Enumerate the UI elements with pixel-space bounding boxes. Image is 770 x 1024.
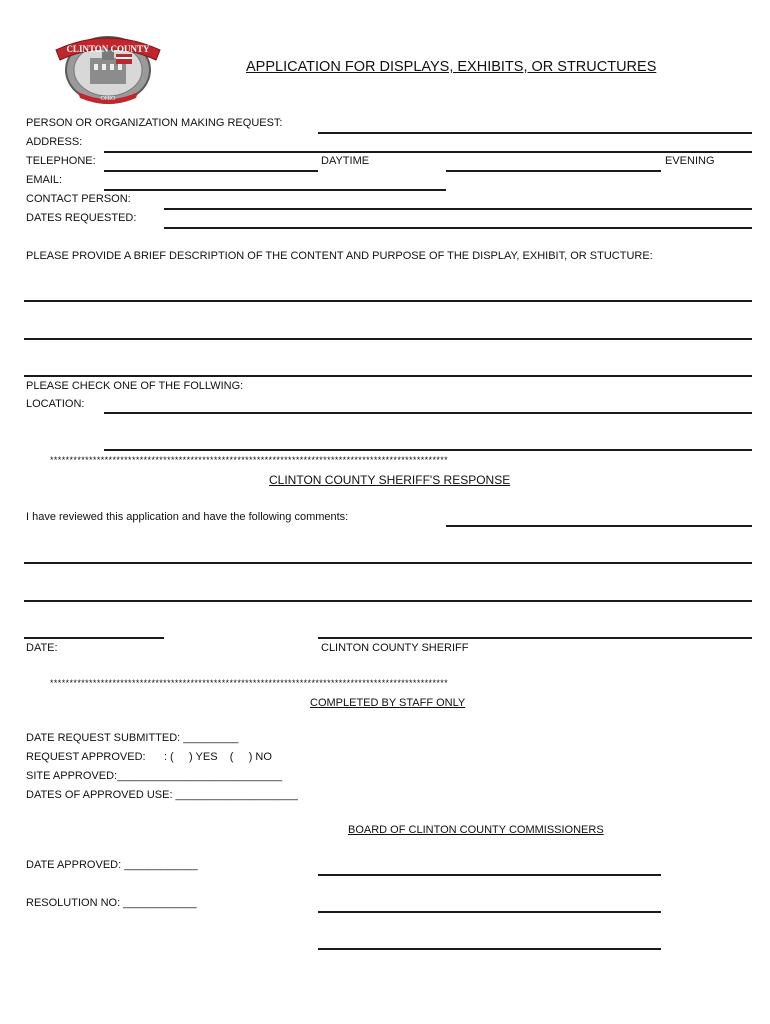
comments-line-1[interactable] (446, 525, 752, 527)
telephone-daytime-line[interactable] (104, 170, 318, 172)
description-line-3[interactable] (24, 375, 752, 377)
sheriff-date-label: DATE: (26, 642, 58, 654)
separator-stars-1: ****************************************************************************************************** (50, 455, 449, 465)
check-one-label: PLEASE CHECK ONE OF THE FOLLWING: (26, 380, 244, 392)
sheriff-signature-label: CLINTON COUNTY SHERIFF (321, 642, 469, 654)
address-field-line[interactable] (104, 151, 752, 153)
sheriff-comments-label: I have reviewed this application and have the following comments: (26, 511, 349, 523)
location-line-1[interactable] (104, 412, 752, 414)
board-signature-line-1[interactable] (318, 874, 661, 876)
description-prompt: PLEASE PROVIDE A BRIEF DESCRIPTION OF THE CONTENT AND PURPOSE OF THE DISPLAY, EXHIBIT, OR STUCTURE: (26, 250, 653, 262)
telephone-evening-line[interactable] (446, 170, 661, 172)
evening-label: EVENING (665, 155, 715, 167)
dates-requested-label: DATES REQUESTED: (26, 212, 137, 224)
person-field-line[interactable] (318, 132, 752, 134)
sheriff-response-heading: CLINTON COUNTY SHERIFF'S RESPONSE (269, 473, 511, 487)
county-seal-logo (52, 28, 164, 106)
date-approved-field[interactable]: DATE APPROVED: ____________ (26, 859, 198, 871)
location-label: LOCATION: (26, 398, 85, 410)
site-approved-field[interactable]: SITE APPROVED:___________________________ (26, 770, 283, 782)
comments-line-3[interactable] (24, 600, 752, 602)
staff-only-heading: COMPLETED BY STAFF ONLY (310, 697, 466, 709)
resolution-field[interactable]: RESOLUTION NO: ____________ (26, 897, 197, 909)
board-signature-line-3[interactable] (318, 948, 661, 950)
request-approved-field[interactable]: REQUEST APPROVED: : ( ) YES ( ) NO (26, 751, 272, 763)
seal-bottom-text: OHIO (100, 96, 116, 102)
person-label: PERSON OR ORGANIZATION MAKING REQUEST: (26, 117, 283, 129)
form-title: APPLICATION FOR DISPLAYS, EXHIBITS, OR STRUCTURES (246, 59, 657, 75)
description-line-1[interactable] (24, 300, 752, 302)
location-line-2[interactable] (104, 449, 752, 451)
dates-requested-line[interactable] (164, 227, 752, 229)
sheriff-signature-line[interactable] (318, 637, 752, 639)
sheriff-date-line[interactable] (24, 637, 164, 639)
contact-field-line[interactable] (164, 208, 752, 210)
address-label: ADDRESS: (26, 136, 83, 148)
telephone-label: TELEPHONE: (26, 155, 96, 167)
daytime-label: DAYTIME (321, 155, 370, 167)
separator-stars-2: ****************************************************************************************************** (50, 678, 449, 688)
dates-approved-field[interactable]: DATES OF APPROVED USE: ____________________ (26, 789, 298, 801)
board-signature-line-2[interactable] (318, 911, 661, 913)
email-field-line[interactable] (104, 189, 446, 191)
email-label: EMAIL: (26, 174, 63, 186)
seal-banner-text: CLINTON COUNTY (66, 44, 150, 54)
comments-line-2[interactable] (24, 562, 752, 564)
date-submitted-field[interactable]: DATE REQUEST SUBMITTED: _________ (26, 732, 239, 744)
contact-label: CONTACT PERSON: (26, 193, 131, 205)
board-heading: BOARD OF CLINTON COUNTY COMMISSIONERS (348, 824, 604, 836)
description-line-2[interactable] (24, 338, 752, 340)
